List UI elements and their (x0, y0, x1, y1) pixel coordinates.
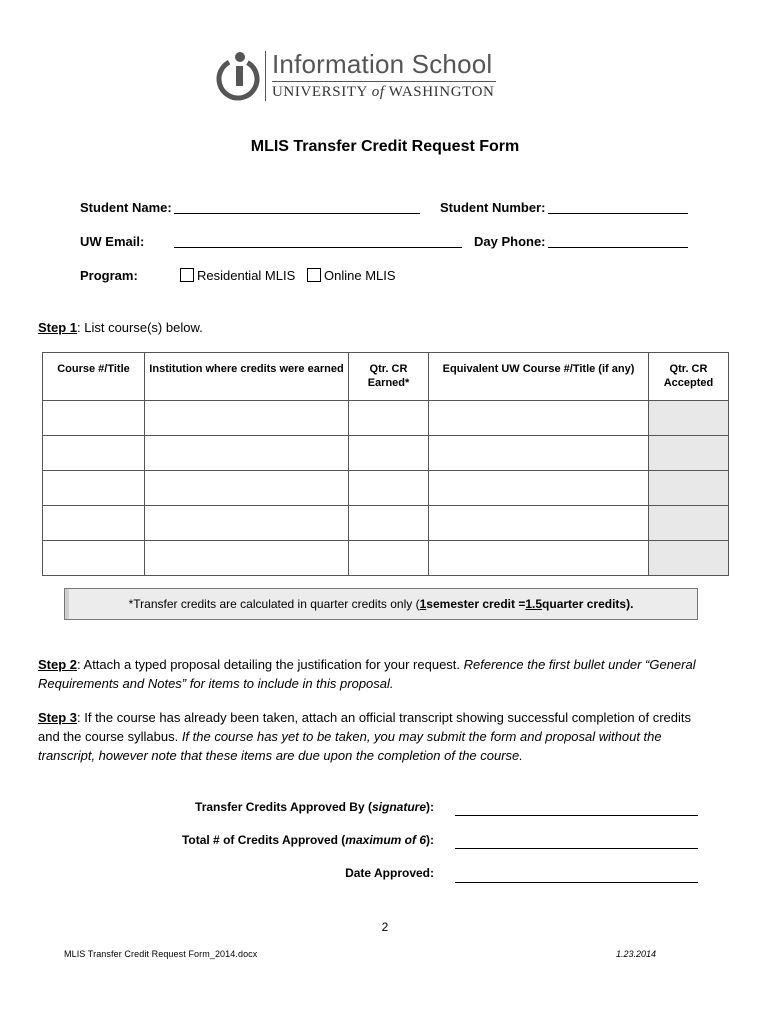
qtr-earned-cell[interactable] (349, 506, 429, 541)
logo-divider (265, 51, 266, 101)
institution-cell[interactable] (145, 541, 349, 576)
institution-cell[interactable] (145, 471, 349, 506)
student-name-label: Student Name: (80, 200, 172, 215)
equivalent-cell[interactable] (429, 506, 649, 541)
institution-cell[interactable] (145, 506, 349, 541)
qtr-earned-cell[interactable] (349, 436, 429, 471)
equivalent-cell[interactable] (429, 541, 649, 576)
page-number: 2 (381, 920, 389, 934)
student-number-field[interactable] (548, 213, 688, 214)
footer-date: 1.23.2014 (616, 949, 657, 959)
table-row (43, 401, 729, 436)
step2-instruction: Step 2: Attach a typed proposal detailing the justification for your request. Reference the first bullet under “General Requirements and Notes” for items to include in this proposal. (38, 657, 696, 691)
header-course-title: Course #/Title (43, 353, 145, 401)
step3-instruction: Step 3: If the course has already been taken, attach an official transcript showing successful completion of credits and the course syllabus. If the course has yet to be taken, you may submit the form and proposal without the transcript, however note that these items are due upon the completion of the course. (38, 710, 691, 763)
residential-mlis-checkbox[interactable] (180, 268, 194, 282)
logo-school-name: Information School (272, 49, 493, 79)
course-cell[interactable] (43, 436, 145, 471)
total-credits-field[interactable] (455, 848, 698, 849)
step1-instruction: Step 1: List course(s) below. (38, 320, 203, 335)
qtr-earned-cell[interactable] (349, 471, 429, 506)
header-qtr-cr-earned: Qtr. CR Earned* (349, 353, 429, 401)
qtr-accepted-cell (649, 401, 729, 436)
qtr-accepted-cell (649, 436, 729, 471)
credit-conversion-note: *Transfer credits are calculated in quarter credits only ( 1 semester credit = 1.5 quarter credits). (64, 588, 698, 620)
uw-email-field[interactable] (174, 247, 462, 248)
course-cell[interactable] (43, 471, 145, 506)
equivalent-cell[interactable] (429, 436, 649, 471)
table-row (43, 471, 729, 506)
student-name-field[interactable] (174, 213, 420, 214)
course-cell[interactable] (43, 401, 145, 436)
footer-filename: MLIS Transfer Credit Request Form_2014.docx (64, 949, 258, 959)
residential-mlis-label: Residential MLIS (197, 268, 296, 283)
qtr-earned-cell[interactable] (349, 401, 429, 436)
uw-email-label: UW Email: (80, 234, 145, 249)
equivalent-cell[interactable] (429, 401, 649, 436)
date-approved-field[interactable] (455, 882, 698, 883)
online-mlis-label: Online MLIS (324, 268, 396, 283)
logo-university-name: UNIVERSITY of WASHINGTON (272, 84, 495, 100)
header-equivalent-uw-course: Equivalent UW Course #/Title (if any) (429, 353, 649, 401)
table-header-row (43, 353, 729, 401)
approved-by-label: Transfer Credits Approved By (signature): (195, 800, 434, 814)
header-qtr-cr-accepted: Qtr. CR Accepted (649, 353, 729, 401)
table-row (43, 506, 729, 541)
course-cell[interactable] (43, 506, 145, 541)
ischool-emblem-icon (214, 47, 262, 105)
course-cell[interactable] (43, 541, 145, 576)
form-title: MLIS Transfer Credit Request Form (250, 138, 520, 155)
institution-cell[interactable] (145, 401, 349, 436)
iSchool-logo (214, 47, 504, 105)
approved-by-signature-field[interactable] (455, 815, 698, 816)
course-table (42, 352, 729, 576)
header-institution: Institution where credits were earned (145, 353, 349, 401)
day-phone-field[interactable] (548, 247, 688, 248)
table-row (43, 436, 729, 471)
qtr-accepted-cell (649, 506, 729, 541)
total-credits-label: Total # of Credits Approved (maximum of 6): (181, 833, 434, 847)
equivalent-cell[interactable] (429, 471, 649, 506)
table-row (43, 541, 729, 576)
qtr-earned-cell[interactable] (349, 541, 429, 576)
qtr-accepted-cell (649, 471, 729, 506)
institution-cell[interactable] (145, 436, 349, 471)
date-approved-label: Date Approved: (345, 866, 434, 880)
qtr-accepted-cell (649, 541, 729, 576)
online-mlis-checkbox[interactable] (307, 268, 321, 282)
program-label: Program: (80, 268, 138, 283)
logo-rule (272, 81, 496, 82)
day-phone-label: Day Phone: (474, 234, 546, 249)
student-number-label: Student Number: (440, 200, 546, 215)
